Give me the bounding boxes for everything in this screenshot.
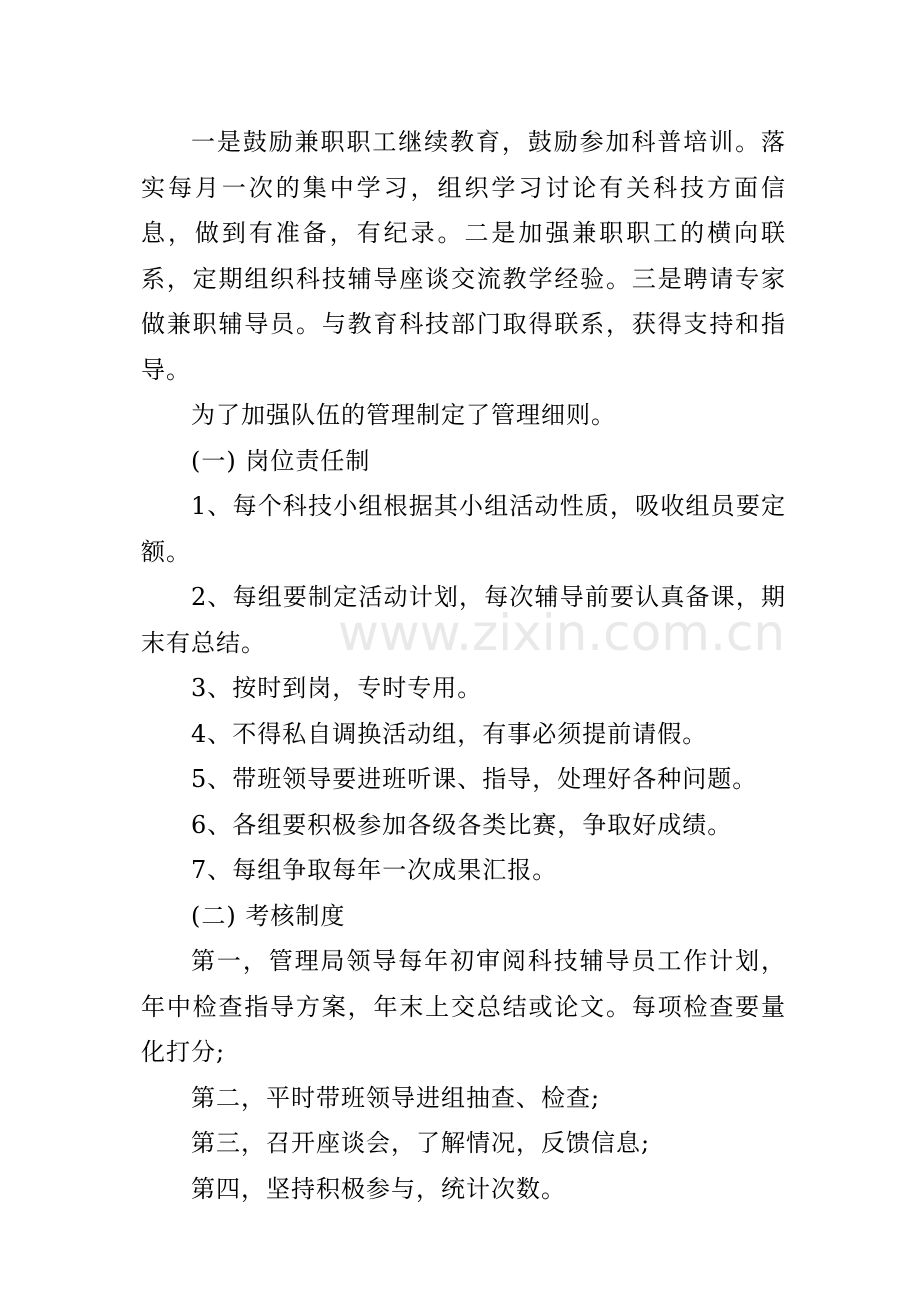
- watermark: www.zixin.com.cn: [338, 604, 786, 662]
- list-item-6: 6、各组要积极参加各级各类比赛，争取好成绩。: [191, 810, 733, 839]
- list-item-2: 2、每组要制定活动计划，每次辅导前要认真备课，期末有总结。: [141, 583, 786, 657]
- assessment-item-4: 第四，坚持积极参与，统计次数。: [191, 1174, 566, 1203]
- document-body: [141, 120, 786, 1212]
- list-item-3: 3、按时到岗，专时专用。: [191, 674, 483, 702]
- list-item-5: 5、带班领导要进班听课、指导，处理好各种问题。: [191, 765, 758, 793]
- list-item-1: 1、每个科技小组根据其小组活动性质，吸收组员要定额。: [141, 492, 786, 566]
- section-heading-responsibility: (一) 岗位责任制: [191, 446, 371, 475]
- assessment-item-3: 第三，召开座谈会，了解情况，反馈信息;: [191, 1129, 651, 1157]
- paragraph-rules-intro: 为了加强队伍的管理制定了管理细则。: [191, 401, 616, 429]
- list-item-4: 4、不得私自调换活动组，有事必须提前请假。: [191, 719, 708, 748]
- paragraph-intro: 一是鼓励兼职职工继续教育，鼓励参加科普培训。落实每月一次的集中学习，组织学习讨论有关科技方面信息，做到有准备，有纪录。二是加强兼职职工的横向联系，定期组织科技辅导座谈交流教学经验。三是聘请专家做兼职辅导员。与教育科技部门取得联系，获得支持和指导。: [141, 128, 786, 384]
- assessment-item-1: 第一，管理局领导每年初审阅科技辅导员工作计划，年中检查指导方案，年末上交总结或论文。每项检查要量化打分;: [141, 947, 786, 1066]
- assessment-item-2: 第二，平时带班领导进组抽查、检查;: [191, 1083, 601, 1112]
- list-item-7: 7、每组争取每年一次成果汇报。: [191, 856, 558, 884]
- section-heading-assessment: (二) 考核制度: [191, 901, 346, 930]
